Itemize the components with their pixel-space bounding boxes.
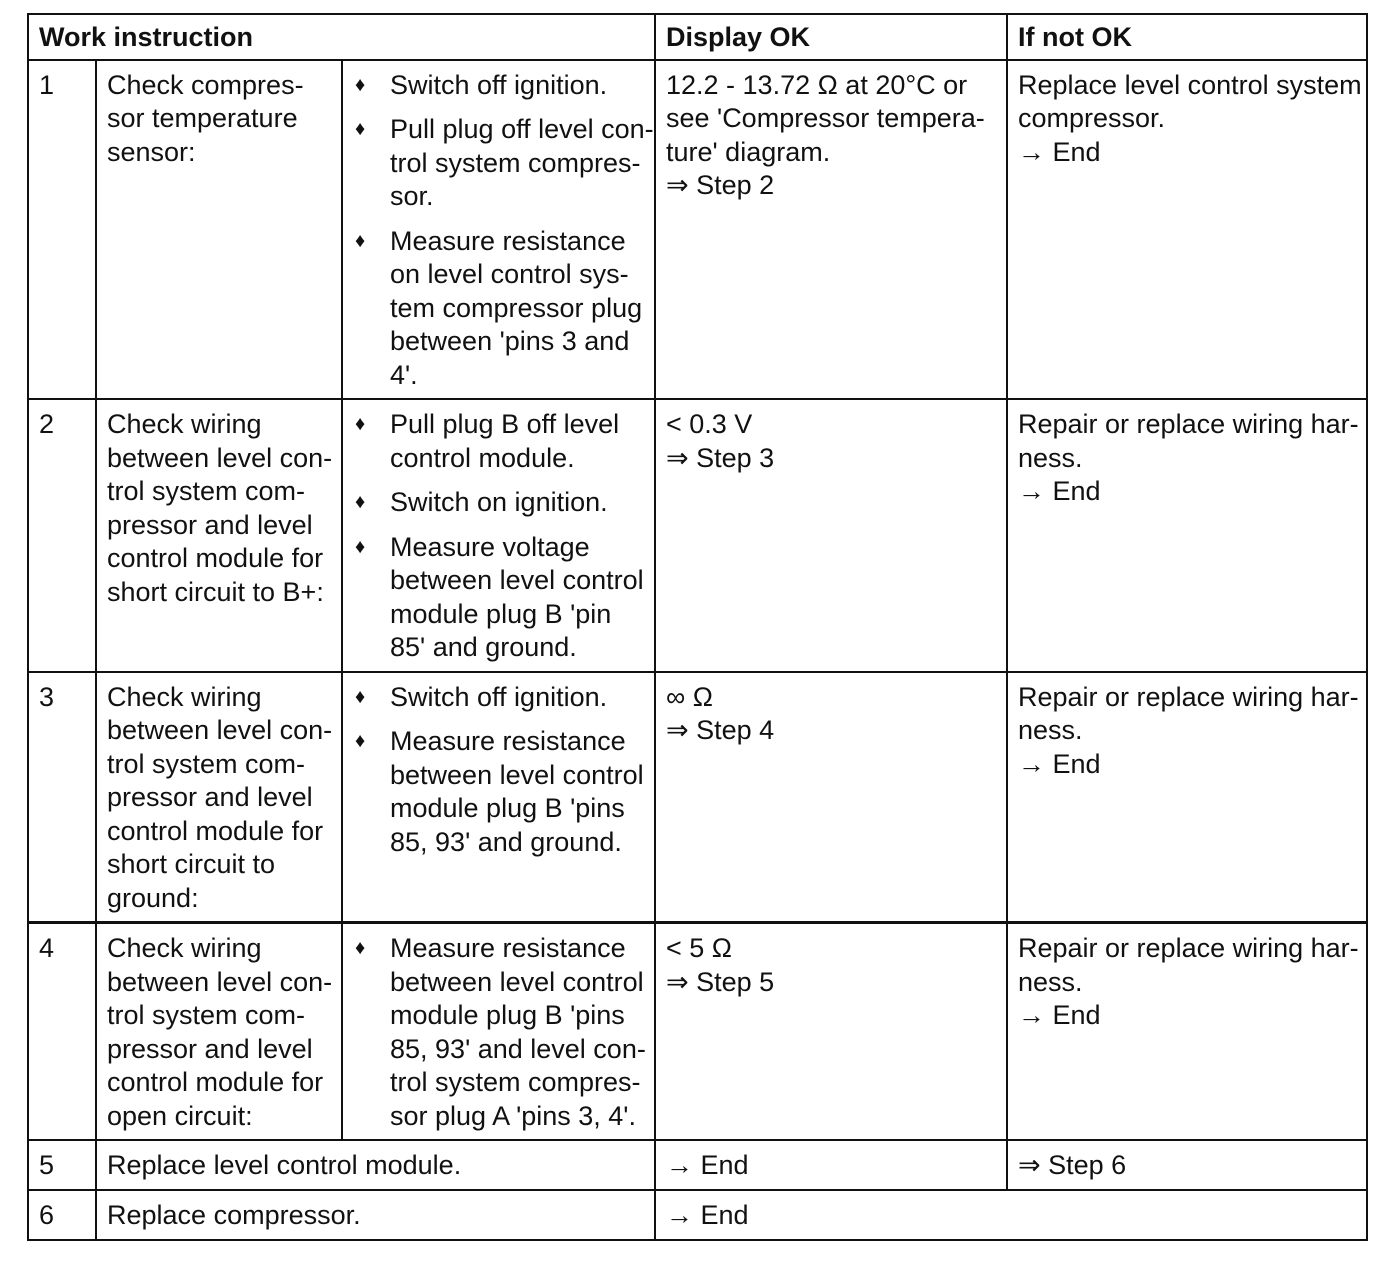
step-number: 4 <box>28 923 96 1141</box>
bullet-icon: ♦ <box>355 685 366 708</box>
not-ok-cell: Repair or replace wiring har- ness. → End <box>1007 923 1367 1141</box>
action-item: ♦ Measure resistance on level control sys- tem compressor plug between 'pins 3 and 4'. <box>353 225 644 393</box>
display-ok-cell: 12.2 - 13.72 Ω at 20°C or see 'Compressor tempera- ture' diagram. ⇒ Step 2 <box>655 60 1007 400</box>
display-ok-cell: → End <box>655 1190 1367 1240</box>
header-display-ok: Display OK <box>655 14 1007 60</box>
action-item: ♦ Pull plug off level con- trol system compres- sor. <box>353 113 644 214</box>
step-number: 1 <box>28 60 96 400</box>
work-instruction-table <box>27 13 1368 1241</box>
action-item: ♦ Pull plug B off level control module. <box>353 408 644 475</box>
action-list <box>342 399 655 672</box>
step-row-3 <box>28 672 1367 923</box>
check-description: Check wiring between level con- trol system com- pressor and level control module for open circuit: <box>96 923 342 1141</box>
step-row-1 <box>28 60 1367 400</box>
bullet-icon: ♦ <box>355 73 366 96</box>
bullet-icon: ♦ <box>355 118 366 140</box>
check-description: Check wiring between level con- trol system com- pressor and level control module for short circuit to B+: <box>96 399 342 672</box>
bullet-icon: ♦ <box>355 229 366 252</box>
action-list <box>342 672 655 923</box>
bullet-icon: ♦ <box>355 491 366 513</box>
step-description: Replace compressor. <box>96 1190 655 1240</box>
display-ok-cell: ∞ Ω ⇒ Step 4 <box>655 672 1007 923</box>
step-row-2 <box>28 399 1367 672</box>
step-row-6 <box>28 1190 1367 1240</box>
action-item: ♦ Measure resistance between level control module plug B 'pins 85, 93' and ground. <box>353 725 644 859</box>
display-ok-cell: < 0.3 V ⇒ Step 3 <box>655 399 1007 672</box>
action-item: ♦ Switch off ignition. <box>353 69 644 103</box>
action-list <box>342 923 655 1141</box>
not-ok-cell: Repair or replace wiring har- ness. → End <box>1007 399 1367 672</box>
step-number: 5 <box>28 1140 96 1190</box>
header-work-instruction: Work instruction <box>28 14 655 60</box>
not-ok-cell: Replace level control system compressor. → End <box>1007 60 1367 400</box>
step-number: 3 <box>28 672 96 923</box>
action-item: ♦ Measure voltage between level control module plug B 'pin 85' and ground. <box>353 531 644 665</box>
not-ok-cell: Repair or replace wiring har- ness. → End <box>1007 672 1367 923</box>
not-ok-cell: ⇒ Step 6 <box>1007 1140 1367 1190</box>
bullet-icon: ♦ <box>355 937 366 959</box>
header-if-not-ok: If not OK <box>1007 14 1367 60</box>
bullet-icon: ♦ <box>355 730 366 752</box>
bullet-icon: ♦ <box>355 413 366 435</box>
step-row-5 <box>28 1140 1367 1190</box>
action-list <box>342 60 655 400</box>
step-number: 2 <box>28 399 96 672</box>
bullet-icon: ♦ <box>355 535 366 558</box>
step-number: 6 <box>28 1190 96 1240</box>
action-item: ♦ Switch off ignition. <box>353 681 644 715</box>
header-row <box>28 14 1367 60</box>
step-row-4 <box>28 923 1367 1141</box>
check-description: Check compres- sor temperature sensor: <box>96 60 342 400</box>
check-description: Check wiring between level con- trol system com- pressor and level control module for short circuit to ground: <box>96 672 342 923</box>
action-item: ♦ Switch on ignition. <box>353 486 644 520</box>
action-item: ♦ Measure resistance between level control module plug B 'pins 85, 93' and level con- trol system compres- sor plug A 'pins 3, 4'. <box>353 932 644 1133</box>
display-ok-cell: → End <box>655 1140 1007 1190</box>
step-description: Replace level control module. <box>96 1140 655 1190</box>
display-ok-cell: < 5 Ω ⇒ Step 5 <box>655 923 1007 1141</box>
